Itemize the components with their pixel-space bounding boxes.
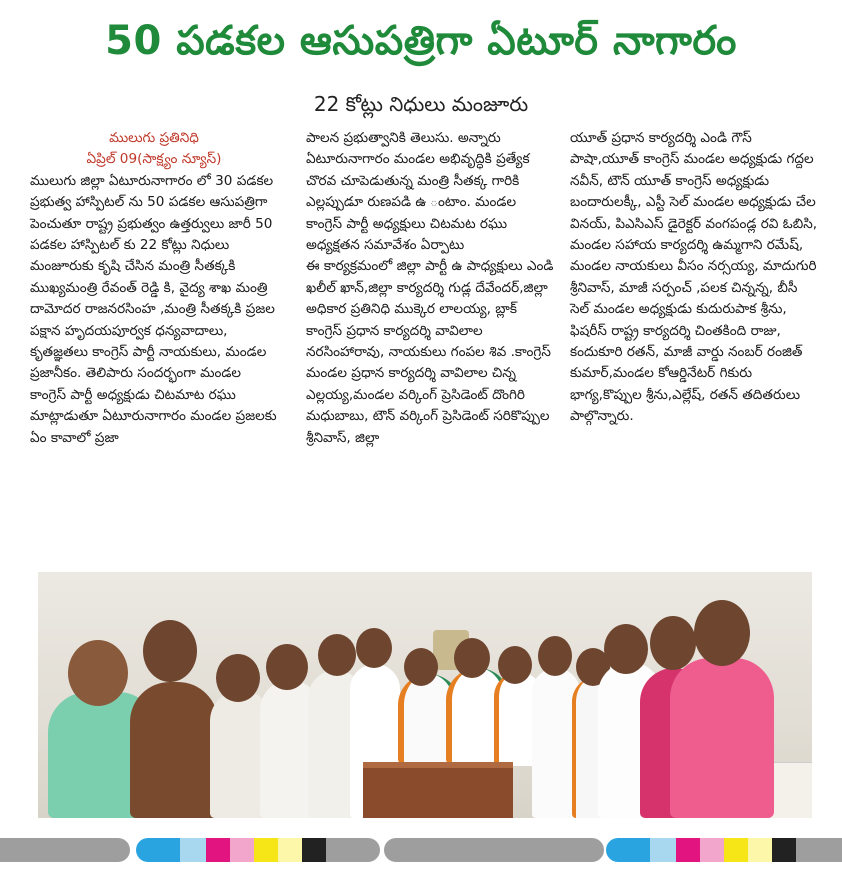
photo-person-head [216,654,260,702]
article-text-col1: ములుగు జిల్లా ఏటూరునాగారం లో 30 పడకల ప్రభుత్వ హాస్పిటల్ ను 50 పడకల ఆసుపత్రిగా పెంచుతూ రాష్ట్ర ప్రభుత్వం ఉత్తర్వులు జారీ 50 పడకల హాస్పిటల్ కు 22 కోట్లు నిధులు మంజూరుకు కృషి చేసిన మంత్రి సీతక్కకి ముఖ్యమంత్రి రేవంత్ రెడ్డి కి, వైద్య శాఖ మంత్రి దామోదర రాజనరసింహ ,మంత్రి సీతక్కకి ప్రజల పక్షాన హృదయపూర్వక ధన్యవాదాలు, కృతజ్ఞతలు కాంగ్రెస్ పార్టీ నాయకులు, మండల ప్రజానీకం. తెలిపారు సందర్భంగా మండల కాంగ్రెస్ పార్టీ అధ్యక్షుడు చిటమాట రఘు మాట్లాడుతూ ఏటూరునాగారం మండల ప్రజలకు ఏం కావాలో ప్రజా [30,172,277,446]
photo-person [130,682,218,818]
article-text-col2a: పాలన ప్రభుత్వానికి తెలుసు. అన్నారు ఏటూరునాగారం మండల అభివృద్ధికి ప్రత్యేక చొరవ చూపెడుతున్న మంత్రి సీతక్క గారికి ఎల్లప్పుడూ రుణపడి ఉ ంటాం. మండల కాంగ్రెస్ పార్టీ అధ్యక్షులు చిటమట రఘు అధ్యక్షతన సమావేశం ఏర్పాటు [306,130,530,254]
color-swatch [650,838,676,862]
color-swatch [384,838,604,862]
photo-person-head [498,646,532,684]
photo-person-head [694,600,750,666]
article-column-1 [30,128,278,449]
photo-person-head [650,616,696,670]
article-text-col3: యూత్ ప్రధాన కార్యదర్శి ఎండి గౌస్ పాషా,యూత్ కాంగ్రెస్ మండల అధ్యక్షుడు గద్దల నవీన్, టౌన్ యూత్ కాంగ్రెస్ అధ్యక్షుడు బందారులక్కీ, ఎస్టీ సెల్ మండల అధ్యక్షుడు చేల వినయ్, పిఎసిఎస్ డైరెక్టర్ వంగపండ్ల రవి ఓబిసి, మండల సహాయ కార్యదర్శి ఉమ్మగాని రమేష్, మండల నాయకులు వీసం నర్సయ్య, మాదుగురి శ్రీనివాస్, మాజీ సర్పంచ్ ,పలక చిన్నన్న, బీసీ సెల్ మండల అధ్యక్షుడు కుదురుపాక శ్రీను, ఫిషరీస్ రాష్ట్ర కార్యదర్శి చింతకింది రాజు, కందుకూరి రతన్, మాజీ వార్డు నంబర్ రంజిత్ కుమార్,మండల కోఆర్డినేటర్ గికురు భాగ్య,కొప్పుల శ్రీను,ఎల్లేష్, రతన్ తదితరులు పాల్గొన్నారు. [570,130,818,425]
color-swatch [136,838,180,862]
photo-person-head [318,634,356,676]
color-swatch [0,838,130,862]
color-swatch [278,838,302,862]
subheadline: 22 కోట్లు నిధులు మంజూరు [313,92,529,116]
color-swatch [676,838,700,862]
photo-table [363,762,513,818]
color-swatch [700,838,724,862]
photo-person-head [604,624,648,674]
color-swatch [302,838,326,862]
photo-person-head [356,628,392,668]
color-swatch [796,838,842,862]
group-photo [38,572,812,818]
article-column-2 [306,128,554,449]
color-swatch [326,838,380,862]
photo-person-head [68,640,128,706]
article-text-col2b: ఈ కార్యక్రమంలో జిల్లా పార్టీ ఉ పాధ్యక్షులు ఎండి ఖలీల్ ఖాన్,జిల్లా కార్యదర్శి గుడ్ల దేవేందర్,జిల్లా అధికార ప్రతినిధి ముక్కెర లాలయ్య, బ్లాక్ కాంగ్రెస్ ప్రధాన కార్యదర్శి వావిలాల నరసింహారావు, నాయకులు గంపల శివ .కాంగ్రెస్ మండల ప్రధాన కార్యదర్శి వావిలాల చిన్న ఎల్లయ్య,మండల వర్కింగ్ ప్రెసిడెంట్ దొంగిరి మధుబాబు, టౌన్ వర్కింగ్ ప్రెసిడెంట్ సరికొప్పుల శ్రీనివాస్, జిల్లా [306,258,554,446]
photo-person-head [454,638,490,678]
headline: 50 పడకల ఆసుపత్రిగా ఏటూర్ నాగారం [105,18,737,64]
color-swatch [206,838,230,862]
color-swatch [606,838,650,862]
photo-person-head [143,620,197,682]
article-column-3 [570,128,818,428]
photo-person-head [404,648,438,686]
color-swatch [254,838,278,862]
color-swatch [180,838,206,862]
dateline-reporter: ములుగు ప్రతినిధి [109,130,199,146]
photo-person-head [538,636,572,676]
color-swatch [772,838,796,862]
dateline-date: ఏప్రిల్ 09(సాక్ష్యం న్యూస్) [86,151,222,168]
color-swatch [724,838,748,862]
color-swatch [748,838,772,862]
photo-person-head [266,644,308,690]
photo-person [670,658,774,818]
print-color-bar [0,838,842,862]
color-swatch [230,838,254,862]
